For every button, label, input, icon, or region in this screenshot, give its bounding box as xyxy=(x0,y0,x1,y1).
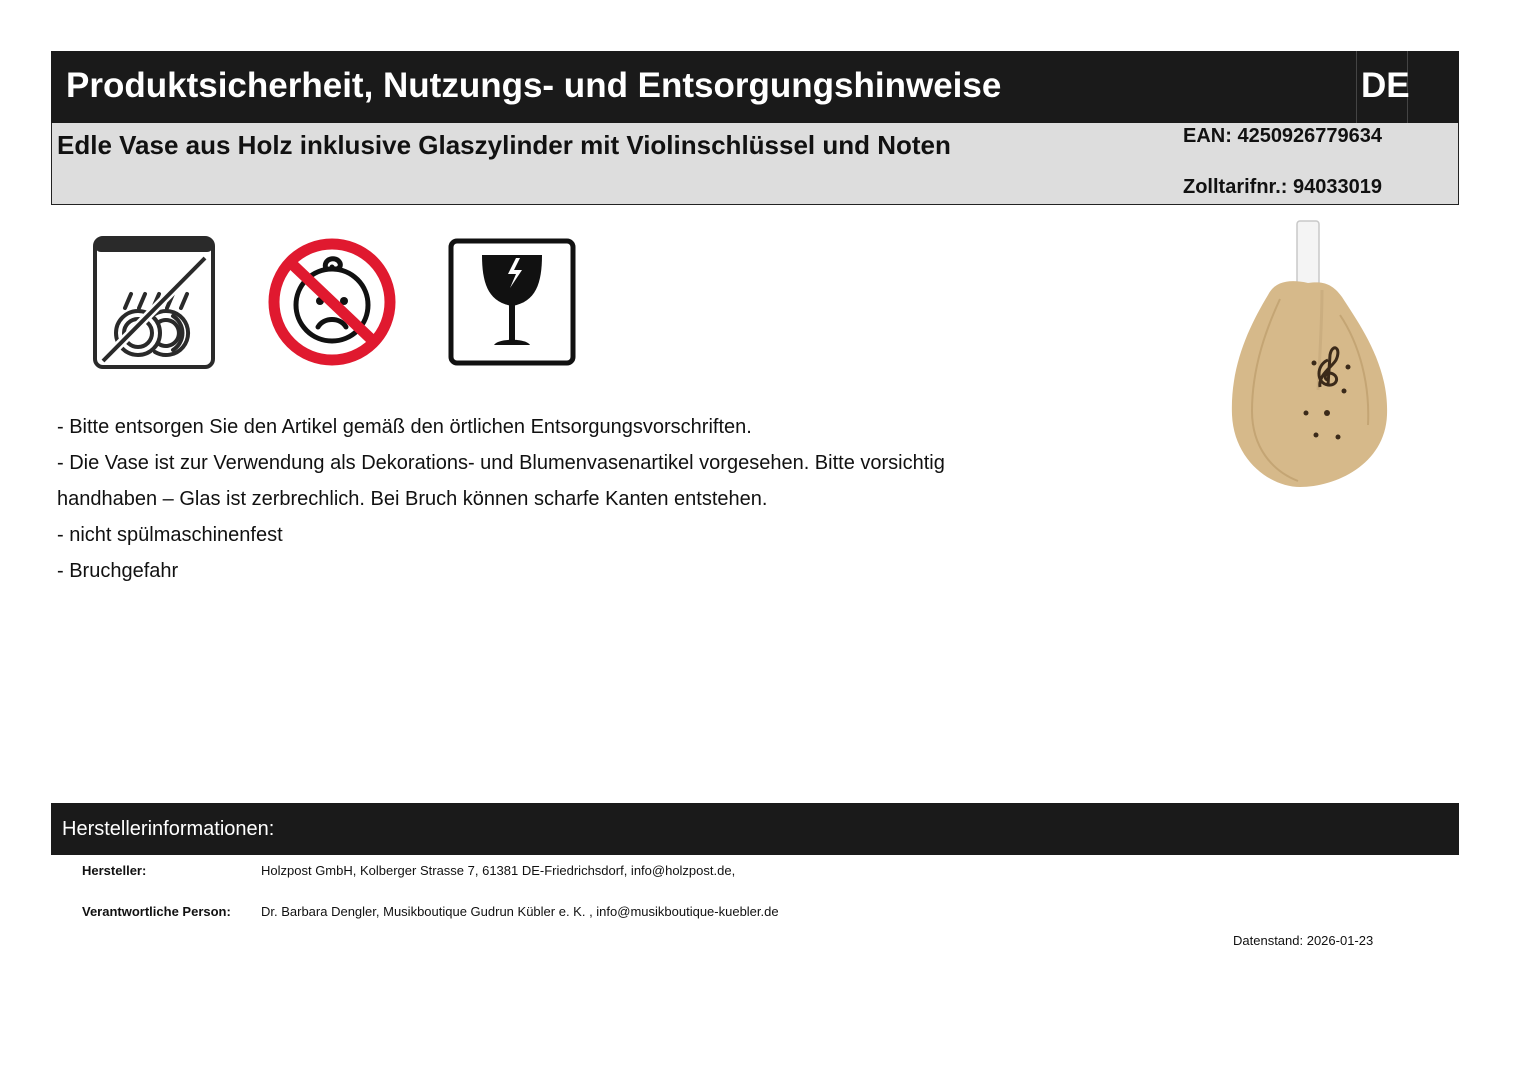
fragile-icon xyxy=(448,238,576,366)
note-line: - nicht spülmaschinenfest xyxy=(57,524,283,546)
manufacturer-value: Holzpost GmbH, Kolberger Strasse 7, 61381 DE-Friedrichsdorf, info@holzpost.de, xyxy=(261,863,736,878)
manufacturer-section-title: Herstellerinformationen: xyxy=(62,818,275,840)
ean-number: EAN: 4250926779634 xyxy=(1183,125,1383,147)
responsible-person-value: Dr. Barbara Dengler, Musikboutique Gudrun Kübler e. K. , info@musikboutique-kuebler.de xyxy=(261,904,779,919)
note-line: handhaben – Glas ist zerbrechlich. Bei Bruch können scharfe Kanten entstehen. xyxy=(57,488,768,510)
language-code: DE xyxy=(1361,66,1410,105)
header-bar xyxy=(51,51,1459,123)
not-for-children-icon xyxy=(266,237,398,367)
product-image-vase xyxy=(1220,215,1400,495)
product-name: Edle Vase aus Holz inklusive Glaszylinder mit Violinschlüssel und Noten xyxy=(57,130,951,160)
usage-notes xyxy=(57,412,1057,592)
customs-tariff-number: Zolltarifnr.: 94033019 xyxy=(1183,176,1382,198)
data-date: Datenstand: 2026-01-23 xyxy=(1233,933,1374,948)
note-line: - Die Vase ist zur Verwendung als Dekorations- und Blumenvasenartikel vorgesehen. Bitte vorsichtig xyxy=(57,452,945,474)
product-subheader xyxy=(51,123,1459,205)
manufacturer-label: Hersteller: xyxy=(82,863,147,878)
page-title: Produktsicherheit, Nutzungs- und Entsorgungshinweise xyxy=(66,66,1002,105)
note-line: - Bruchgefahr xyxy=(57,560,179,582)
responsible-person-label: Verantwortliche Person: xyxy=(82,904,231,919)
manufacturer-section-bar xyxy=(51,803,1459,855)
not-dishwasher-safe-icon xyxy=(93,236,215,369)
note-line: - Bitte entsorgen Sie den Artikel gemäß den örtlichen Entsorgungsvorschriften. xyxy=(57,416,752,438)
language-box xyxy=(1356,51,1408,123)
